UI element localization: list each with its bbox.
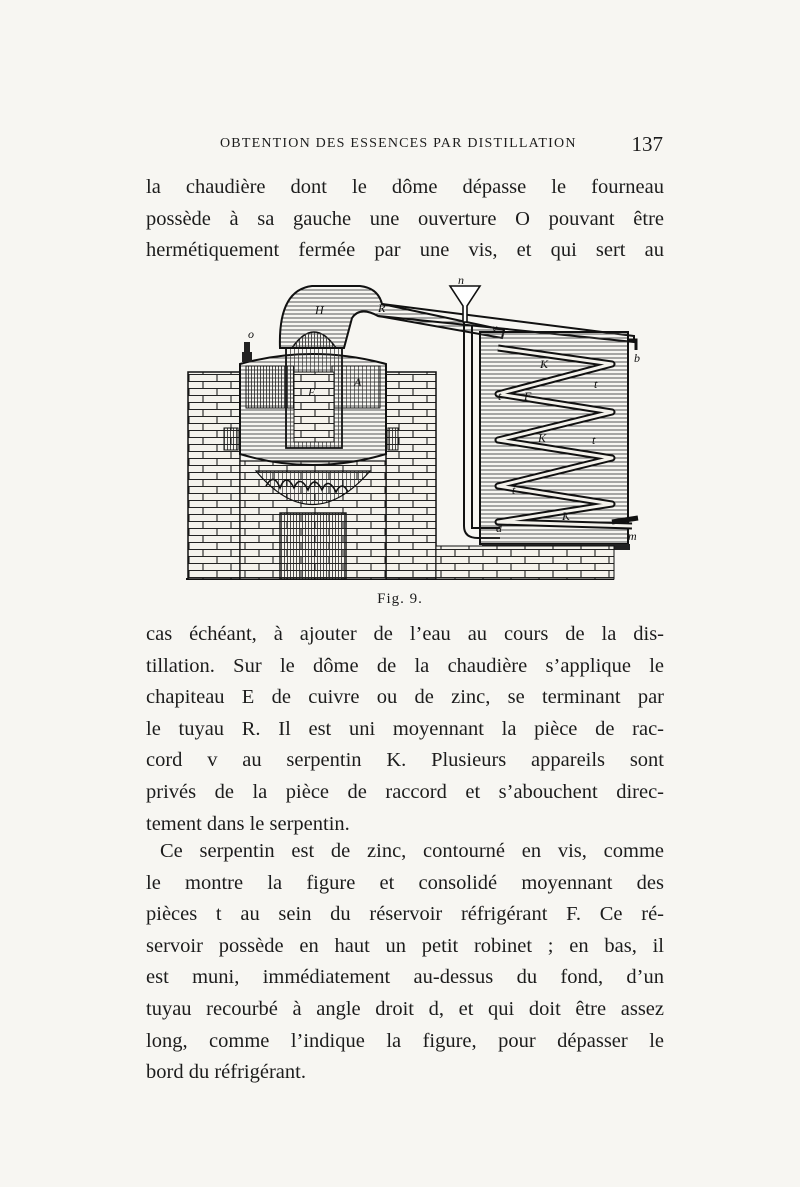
text-line: le tuyau R. Il est uni moyennant la pièce de rac- (146, 717, 664, 740)
label-t3: t (592, 433, 596, 447)
text-line: tement dans le serpentin. (146, 812, 350, 835)
text-line: la chaudière dont le dôme dépasse le fourneau (146, 176, 664, 198)
text-line: chapiteau E de cuivre ou de zinc, se terminant par (146, 686, 664, 709)
text-line: tillation. Sur le dôme de la chaudière s’applique le (146, 654, 664, 677)
text-line: Ce serpentin est de zinc, contourné en vis, comme (160, 840, 664, 862)
label-E: E (308, 385, 316, 399)
label-t2: t (498, 389, 502, 403)
text-line: long, comme l’indique la figure, pour dépasser le (146, 1029, 664, 1052)
text-line: hermétiquement fermée par une vis, et qui sert au (146, 239, 664, 262)
label-t1: t (594, 377, 598, 391)
text-line: possède à sa gauche une ouverture O pouvant être (146, 207, 664, 230)
paragraph-1 (146, 172, 664, 267)
running-title: OBTENTION DES ESSENCES PAR DISTILLATION (220, 136, 577, 151)
paragraph-3 (146, 836, 664, 1089)
text-line: bord du réfrigérant. (146, 1061, 306, 1084)
label-v: v (492, 321, 498, 335)
text-line: est muni, immédiatement au-dessus du fond, d’un (146, 966, 664, 989)
page-header (145, 132, 663, 158)
label-b: b (634, 351, 640, 365)
label-K3: K (562, 509, 571, 523)
distillation-apparatus-illustration (182, 276, 642, 588)
text-line: privés de la pièce de raccord et s’abouchent direc- (146, 780, 664, 803)
figure-caption: Fig. 9. (377, 591, 423, 607)
condenser-tank (436, 332, 638, 579)
text-line: servoir possède en haut un petit robinet ; en bas, il (146, 934, 664, 957)
label-K2: K (538, 431, 547, 445)
label-R: R (378, 301, 386, 315)
label-d: d (496, 521, 502, 535)
text-line: cord v au serpentin K. Plusieurs appareils sont (146, 749, 664, 772)
page-number: 137 (631, 132, 663, 156)
text-line: pièces t au sein du réservoir réfrigérant F. Ce ré- (146, 903, 664, 926)
label-A: A (354, 375, 362, 389)
paragraph-2 (146, 619, 664, 840)
label-t4: t (512, 483, 516, 497)
label-F: F (524, 389, 532, 403)
label-n: n (458, 276, 464, 287)
label-K1: K (540, 357, 549, 371)
text-line: cas échéant, à ajouter de l’eau au cours de la dis- (146, 623, 664, 645)
label-H: H (315, 303, 324, 317)
text-line: tuyau recourbé à angle droit d, et qui doit être assez (146, 997, 664, 1020)
text-line: le montre la figure et consolidé moyennant des (146, 871, 664, 894)
label-o: o (248, 327, 254, 341)
label-m: m (628, 529, 637, 543)
